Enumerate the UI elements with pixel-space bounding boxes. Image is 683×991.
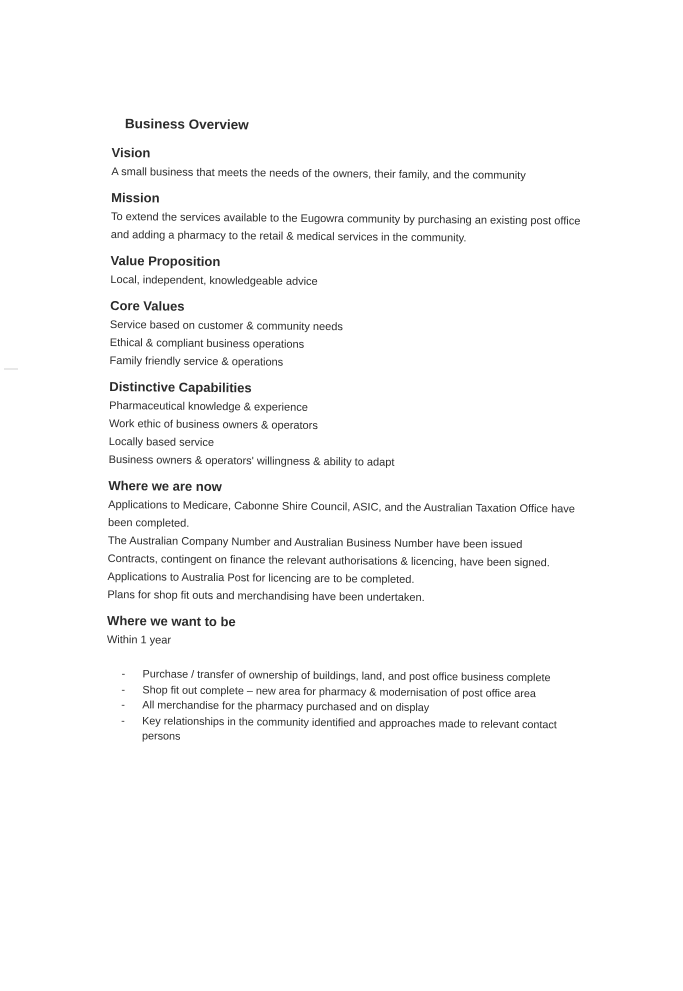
goals-list [106,667,597,749]
bullet-dash: - [121,668,126,681]
core-values-section [110,298,601,375]
where-want-subheading: Within 1 year [106,633,172,647]
vision-heading: Vision [111,144,151,161]
capability-item: Work ethic of business owners & operators [108,417,318,432]
status-item: Applications to Medicare, Cabonne Shire Council, ASIC, and the Australian Taxation Office have been completed. [107,498,576,530]
scan-mark [4,368,18,370]
vision-text: A small business that meets the needs of the owners, their family, and the community [111,165,526,182]
core-value-item: Service based on customer & community needs [109,318,343,334]
status-item: The Australian Company Number and Australian Business Number have been issued [107,534,523,551]
goal-text: Key relationships in the community identified and approaches made to relevant contact persons [141,714,557,743]
distinctive-capabilities-section [109,379,600,474]
capability-item: Locally based service [108,435,215,449]
document-title: Business Overview [124,116,249,133]
where-now-section [107,478,598,609]
bullet-dash: - [121,699,125,712]
status-item: Plans for shop fit outs and merchandising have been undertaken. [107,588,425,605]
where-want-heading: Where we want to be [107,612,236,630]
mission-heading: Mission [111,189,160,206]
goal-item [108,713,596,749]
value-proposition-text: Local, independent, knowledgeable advice [110,273,318,288]
status-item: Contracts, contingent on finance the relevant authorisations & licencing, have been signed. [107,552,550,570]
core-value-item: Family friendly service & operations [109,354,284,369]
goal-text: Purchase / transfer of ownership of buildings, land, and post office business complete [142,668,551,685]
where-now-heading: Where we are now [108,477,222,495]
mission-section [111,190,601,249]
goal-text: Shop fit out complete – new area for pharmacy & modernisation of post office area [142,683,536,700]
mission-text: To extend the services available to the Eugowra community by purchasing an existing post office and adding a pharmacy to the retail & medical services in the community. [110,210,581,245]
bullet-dash: - [121,683,126,696]
core-values-heading: Core Values [110,297,185,314]
where-want-section [106,613,597,749]
status-item: Applications to Australia Post for licencing are to be completed. [107,570,415,586]
goal-text: All merchandise for the pharmacy purchased and on display [142,699,430,715]
capability-item: Pharmaceutical knowledge & experience [109,399,308,414]
distinctive-capabilities-heading: Distinctive Capabilities [109,378,252,396]
value-proposition-heading: Value Proposition [110,252,221,270]
capability-item: Business owners & operators' willingness & ability to adapt [108,453,395,469]
core-value-item: Ethical & compliant business operations [109,336,305,351]
document-body [106,110,602,758]
vision-section [111,145,601,186]
value-proposition-section [110,253,600,294]
bullet-dash: - [121,714,125,727]
